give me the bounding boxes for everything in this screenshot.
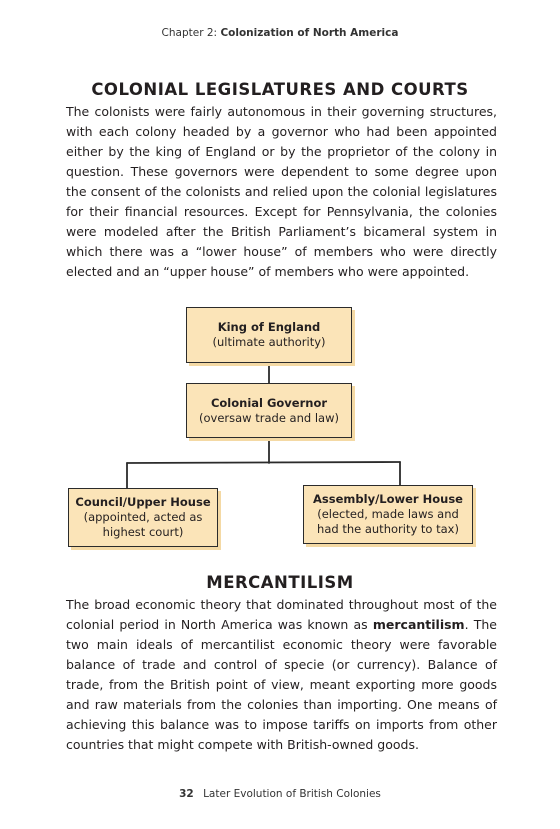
king-subtitle: (ultimate authority) [212,335,326,349]
mercantilism-term: mercantilism [372,617,465,632]
paragraph-mercantilism [66,595,497,755]
diagram-box-council [68,488,218,547]
assembly-title: Assembly/Lower House [313,492,463,506]
running-footer [0,788,560,800]
governor-title: Colonial Governor [210,395,328,410]
running-header [0,27,560,39]
page-number: 32 [179,788,194,800]
king-title: King of England [217,320,321,334]
footer-title: Later Evolution of British Colonies [203,788,381,800]
section-title-mercantilism: MERCANTILISM [206,573,354,592]
diagram-box-assembly [303,485,473,544]
section-title-legislatures: COLONIAL LEGISLATURES AND COURTS [91,80,469,99]
paragraph-legislatures: The colonists were fairly autonomous in their governing structures, with each colony headed by a governor who had been appointed either by the king of England or by the proprietor of the colony in question. These governors were dependent to some degree upon the consent of the colonists and relied upon the colonial legislatures for their financial resources. Except for Pennsylvania, the colonies were modeled after the British Parliament’s bicameral system in which there was a “lower house” of members who were directly elected and an “upper house” of members who were appointed. [66,104,497,279]
diagram-box-king [186,307,352,363]
connector-horizontal [127,462,400,463]
council-subtitle: (appointed, acted as highest court) [83,510,203,539]
diagram-box-governor [186,383,352,438]
governor-subtitle: (oversaw trade and law) [199,410,339,425]
mercantilism-text-before: The broad economic theory that dominated throughout most of the colonial period in North America was known as [66,597,497,632]
assembly-subtitle: (elected, made laws and had the authority to tax) [317,507,459,536]
council-title: Council/Upper House [75,495,211,509]
mercantilism-text-after: . The two main ideals of mercantilist economic theory were favorable balance of trade and control of specie (or currency). Balance of trade, from the British point of view, meant exporting more goods and raw materials from the colonies than importing. One means of achieving this balance was to impose tariffs on imports from other countries that might compete with British-owned goods. [66,617,497,752]
chapter-label: Chapter 2: [161,27,218,39]
chapter-title: Colonization of North America [220,27,399,39]
